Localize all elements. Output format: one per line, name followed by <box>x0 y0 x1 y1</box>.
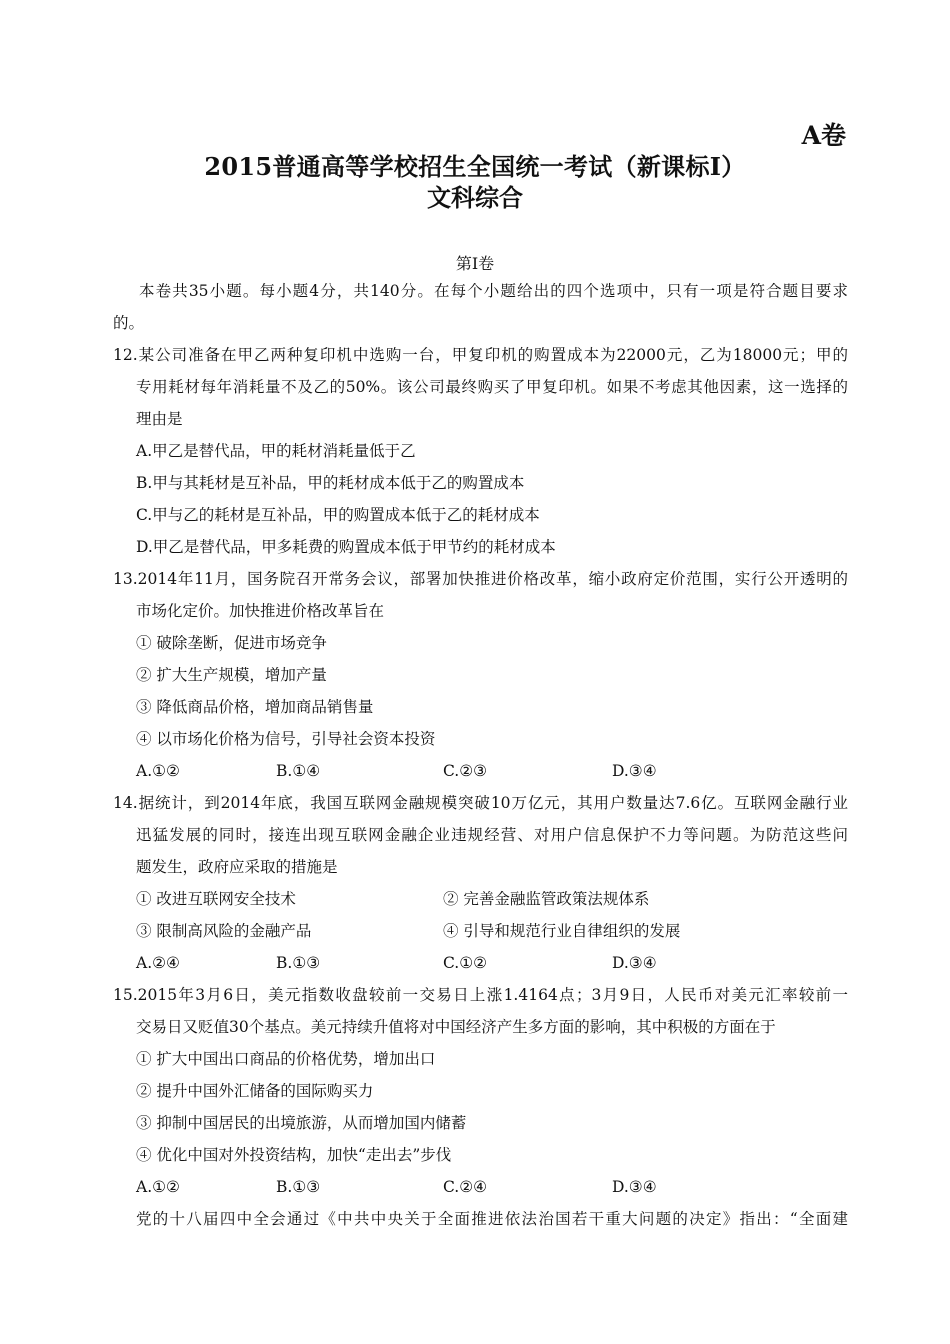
q14-choice-a: A.②④ <box>136 954 180 972</box>
q13-choice-d: D.③④ <box>612 762 657 780</box>
version-label: A卷 <box>801 121 846 150</box>
q13-item-2: ② 扩大生产规模，增加产量 <box>136 666 327 684</box>
q15-item-1: ① 扩大中国出口商品的价格优势，增加出口 <box>136 1050 436 1068</box>
q12-stem: 12.某公司准备在甲乙两种复印机中选购一台，甲复印机的购置成本为22000元，乙为18000元；甲的 <box>113 346 848 364</box>
q12-option-b: B.甲与其耗材是互补品，甲的耗材成本低于乙的购置成本 <box>136 474 525 492</box>
q12-option-a: A.甲乙是替代品，甲的耗材消耗量低于乙 <box>136 442 416 460</box>
q12-option-c: C.甲与乙的耗材是互补品，甲的购置成本低于乙的耗材成本 <box>136 506 540 524</box>
q13-stem-cont: 市场化定价。加快推进价格改革旨在 <box>136 602 385 620</box>
q15-item-4: ④ 优化中国对外投资结构，加快“走出去”步伐 <box>136 1146 452 1164</box>
passage-text: 党的十八届四中全会通过《中共中央关于全面推进依法治国若干重大问题的决定》指出：“全面建 <box>136 1210 848 1228</box>
q14-stem: 14.据统计，到2014年底，我国互联网金融规模突破10万亿元，其用户数量达7.6亿。互联网金融行业 <box>113 794 848 812</box>
section-title: 第Ⅰ卷 <box>455 254 495 273</box>
q15-choice-d: D.③④ <box>612 1178 657 1196</box>
section-intro: 本卷共35小题。每小题4分，共140分。在每个小题给出的四个选项中，只有一项是符合题目要求 <box>139 282 848 300</box>
q14-item-1: ① 改进互联网安全技术 <box>136 890 296 908</box>
q14-choice-c: C.①② <box>443 954 488 972</box>
q14-stem-end: 题发生，政府应采取的措施是 <box>136 858 338 876</box>
q13-choice-c: C.②③ <box>443 762 488 780</box>
exam-subtitle: 文科综合 <box>427 183 523 212</box>
q14-item-2: ② 完善金融监管政策法规体系 <box>443 890 650 908</box>
q12-stem-cont: 专用耗材每年消耗量不及乙的50%。该公司最终购买了甲复印机。如果不考虑其他因素，这一选择的 <box>136 378 848 396</box>
q15-choice-c: C.②④ <box>443 1178 488 1196</box>
q13-item-3: ③ 降低商品价格，增加商品销售量 <box>136 698 374 716</box>
q14-choice-d: D.③④ <box>612 954 657 972</box>
q13-item-4: ④ 以市场化价格为信号，引导社会资本投资 <box>136 730 436 748</box>
q14-stem-cont: 迅猛发展的同时，接连出现互联网金融企业违规经营、对用户信息保护不力等问题。为防范这些问 <box>136 826 848 844</box>
q15-stem-cont: 交易日又贬值30个基点。美元持续升值将对中国经济产生多方面的影响，其中积极的方面在于 <box>136 1018 776 1036</box>
q13-choice-b: B.①④ <box>276 762 321 780</box>
q15-item-3: ③ 抑制中国居民的出境旅游，从而增加国内储蓄 <box>136 1114 467 1132</box>
q14-item-4: ④ 引导和规范行业自律组织的发展 <box>443 922 681 940</box>
section-intro-cont: 的。 <box>113 314 145 332</box>
q15-stem: 15.2015年3月6日，美元指数收盘较前一交易日上涨1.4164点；3月9日，人民币对美元汇率较前一 <box>113 986 848 1004</box>
q13-item-1: ① 破除垄断，促进市场竞争 <box>136 634 327 652</box>
q12-option-d: D.甲乙是替代品，甲多耗费的购置成本低于甲节约的耗材成本 <box>136 538 556 556</box>
q13-stem: 13.2014年11月，国务院召开常务会议，部署加快推进价格改革，缩小政府定价范围，实行公开透明的 <box>113 570 848 588</box>
q14-choice-b: B.①③ <box>276 954 321 972</box>
q15-choice-a: A.①② <box>136 1178 180 1196</box>
q14-item-3: ③ 限制高风险的金融产品 <box>136 922 312 940</box>
q12-stem-end: 理由是 <box>136 410 183 428</box>
q15-choice-b: B.①③ <box>276 1178 321 1196</box>
q13-choice-a: A.①② <box>136 762 180 780</box>
q15-item-2: ② 提升中国外汇储备的国际购买力 <box>136 1082 374 1100</box>
exam-title: 2015普通高等学校招生全国统一考试（新课标Ⅰ） <box>204 152 746 181</box>
